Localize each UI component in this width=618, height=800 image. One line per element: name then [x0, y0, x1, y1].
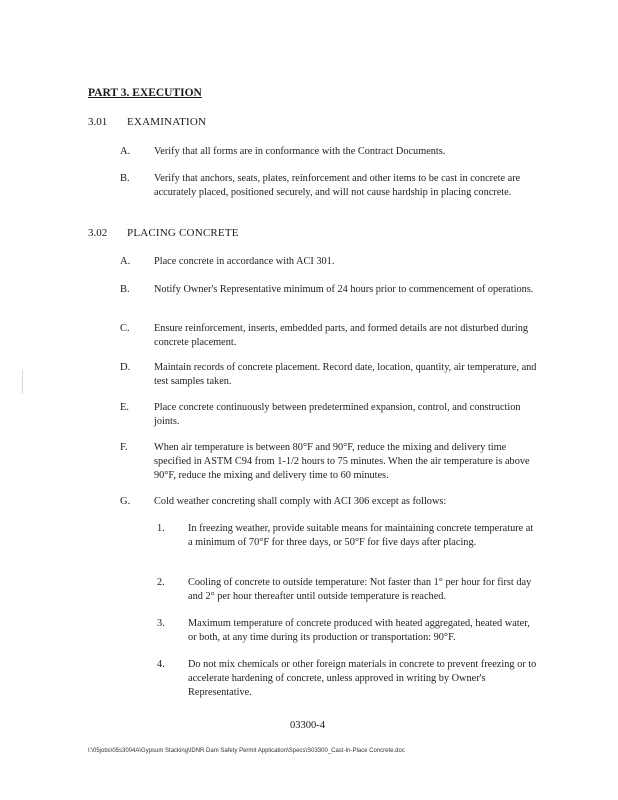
item-letter: B.	[120, 284, 130, 295]
subitem-number: 3.	[157, 618, 165, 629]
subitem-text: Do not mix chemicals or other foreign materials in concrete to prevent freezing or to accelerate hardening of concrete, unless approved in writing by Owner's Representative.	[188, 659, 537, 698]
item-text: Verify that all forms are in conformance with the Contract Documents.	[154, 146, 446, 157]
scan-margin-mark	[22, 370, 23, 394]
item-letter: C.	[120, 323, 130, 334]
item-letter: G.	[120, 496, 131, 507]
item-text: Verify that anchors, seats, plates, reinforcement and other items to be cast in concrete are accurately placed, positioned securely, and will not cause hardship in placing concrete.	[154, 173, 521, 198]
item-text: Maintain records of concrete placement. Record date, location, quantity, air temperature, and test samples taken.	[154, 362, 537, 387]
page-number: 03300-4	[290, 720, 325, 731]
section-number: 3.01	[88, 116, 108, 128]
item-letter: D.	[120, 362, 131, 373]
item-text: Ensure reinforcement, inserts, embedded parts, and formed details are not disturbed during concrete placement.	[154, 323, 529, 348]
item-text: Place concrete in accordance with ACI 301.	[154, 256, 335, 267]
subitem-text: In freezing weather, provide suitable means for maintaining concrete temperature at a minimum of 70°F for three days, or 50°F for five days after placing.	[188, 523, 534, 548]
subitem-number: 2.	[157, 577, 165, 588]
item-text: When air temperature is between 80°F and 90°F, reduce the mixing and delivery time specified in ASTM C94 from 1-1/2 hours to 75 minutes. When the air temperature is above 90°F, reduce the mixing and delivery time to 60 minutes.	[154, 442, 530, 481]
item-letter: B.	[120, 173, 130, 184]
subitem-text: Maximum temperature of concrete produced with heated aggregated, heated water, or both, at any time during its production or transportation: 90°F.	[188, 618, 530, 643]
subitem-text: Cooling of concrete to outside temperature: Not faster than 1° per hour for first day and 2° per hour thereafter until outside temperature is reached.	[188, 577, 532, 602]
item-letter: A.	[120, 256, 131, 267]
section-title: EXAMINATION	[127, 116, 207, 128]
item-letter: F.	[120, 442, 128, 453]
item-letter: E.	[120, 402, 130, 413]
subitem-number: 4.	[157, 659, 165, 670]
section-number: 3.02	[88, 227, 108, 239]
item-text: Cold weather concreting shall comply with ACI 306 except as follows:	[154, 496, 447, 507]
item-letter: A.	[120, 146, 131, 157]
item-text: Place concrete continuously between predetermined expansion, control, and construction joints.	[154, 402, 521, 427]
part-title: PART 3. EXECUTION	[88, 87, 202, 99]
file-path: I:\05jobs\05s3004A\Gypsum Stacking\IDNR Dam Safety Permit Application\Specs\S03300_Cast-In-Place Concrete.doc	[88, 748, 405, 754]
section-title: PLACING CONCRETE	[127, 227, 239, 239]
item-text: Notify Owner's Representative minimum of 24 hours prior to commencement of operations.	[154, 284, 534, 295]
subitem-number: 1.	[157, 523, 165, 534]
